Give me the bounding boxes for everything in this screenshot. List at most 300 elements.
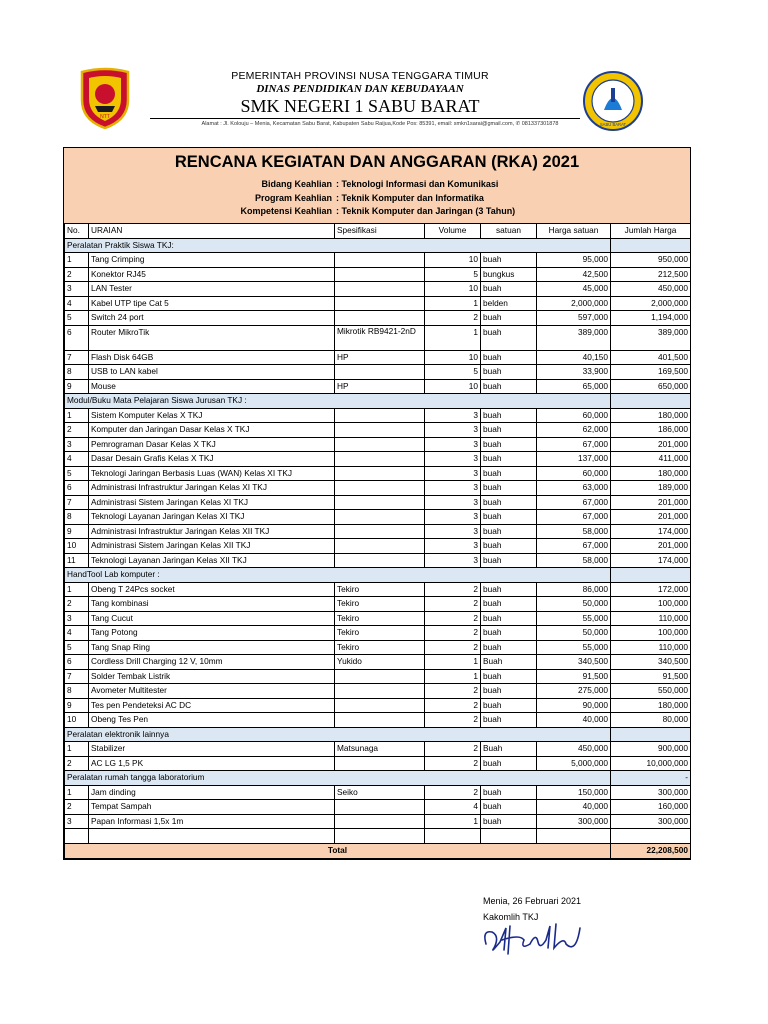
cell-satuan: buah (481, 423, 537, 438)
cell-volume: 3 (425, 524, 481, 539)
cell-harga-satuan: 40,000 (537, 800, 611, 815)
cell-no: 1 (65, 582, 89, 597)
col-header-harga-satuan: Harga satuan (537, 224, 611, 238)
col-header-volume: Volume (425, 224, 481, 238)
table-row (65, 365, 691, 380)
cell-no: 3 (65, 814, 89, 829)
cell-harga-satuan: 60,000 (537, 466, 611, 481)
cell-satuan: buah (481, 437, 537, 452)
table-row (65, 267, 691, 282)
table-row (65, 452, 691, 467)
cell-spesifikasi: Tekiro (335, 640, 425, 655)
cell-no: 2 (65, 267, 89, 282)
cell-satuan: belden (481, 296, 537, 311)
cell-jumlah-harga: 389,000 (611, 325, 691, 350)
table-row (65, 829, 691, 844)
provincial-emblem-logo (76, 66, 134, 130)
cell-harga-satuan: 42,500 (537, 267, 611, 282)
cell-satuan: buah (481, 408, 537, 423)
handwritten-signature (480, 914, 590, 959)
section-extra (611, 568, 691, 583)
cell-volume: 2 (425, 597, 481, 612)
cell-jumlah-harga: 172,000 (611, 582, 691, 597)
section-row (65, 771, 691, 786)
cell-harga-satuan: 50,000 (537, 597, 611, 612)
total-value: 22,208,500 (611, 843, 691, 858)
cell-jumlah-harga: 300,000 (611, 814, 691, 829)
section-row (65, 727, 691, 742)
cell-uraian: Tang Potong (89, 626, 335, 641)
cell-harga-satuan: 33,900 (537, 365, 611, 380)
cell-uraian: Solder Tembak Listrik (89, 669, 335, 684)
cell-satuan: buah (481, 814, 537, 829)
cell-harga-satuan: 2,000,000 (537, 296, 611, 311)
cell-no: 1 (65, 408, 89, 423)
cell-uraian: LAN Tester (89, 282, 335, 297)
header-divider (150, 118, 580, 119)
table-row (65, 325, 691, 350)
cell-spesifikasi (335, 698, 425, 713)
cell-spesifikasi: HP (335, 350, 425, 365)
cell-harga-satuan: 150,000 (537, 785, 611, 800)
cell-satuan: buah (481, 698, 537, 713)
table-row (65, 553, 691, 568)
cell-jumlah-harga: 169,500 (611, 365, 691, 380)
cell-uraian: Stabilizer (89, 742, 335, 757)
cell-jumlah-harga: 180,000 (611, 408, 691, 423)
cell-harga-satuan: 55,000 (537, 640, 611, 655)
cell-harga-satuan: 389,000 (537, 325, 611, 350)
table-row (65, 510, 691, 525)
cell-volume: 10 (425, 282, 481, 297)
cell-satuan: bungkus (481, 267, 537, 282)
table-row (65, 379, 691, 394)
cell-jumlah-harga: 100,000 (611, 626, 691, 641)
cell-no: 4 (65, 626, 89, 641)
cell-no: 9 (65, 698, 89, 713)
section-extra (611, 727, 691, 742)
cell-no: 4 (65, 452, 89, 467)
svg-text:SABU BARAT: SABU BARAT (599, 122, 627, 127)
cell-jumlah-harga: 212,500 (611, 267, 691, 282)
cell-spesifikasi (335, 437, 425, 452)
cell-spesifikasi: Tekiro (335, 611, 425, 626)
table-row (65, 640, 691, 655)
cell-no: 1 (65, 785, 89, 800)
cell-spesifikasi (335, 553, 425, 568)
table-header-row (65, 224, 691, 238)
cell-uraian: Tang Crimping (89, 253, 335, 268)
cell-satuan: Buah (481, 742, 537, 757)
cell-jumlah-harga: 180,000 (611, 698, 691, 713)
cell-spesifikasi: Tekiro (335, 626, 425, 641)
table-row (65, 311, 691, 326)
cell-satuan: buah (481, 325, 537, 350)
cell-jumlah-harga: 160,000 (611, 800, 691, 815)
cell-volume: 2 (425, 698, 481, 713)
rka-title: RENCANA KEGIATAN DAN ANGGARAN (RKA) 2021 (174, 153, 580, 171)
cell-harga-satuan: 5,000,000 (537, 756, 611, 771)
cell-uraian: Administrasi Infrastruktur Jaringan Kelas XII TKJ (89, 524, 335, 539)
cell-volume (425, 829, 481, 844)
cell-uraian: Cordless Drill Charging 12 V, 10mm (89, 655, 335, 670)
cell-no: 5 (65, 466, 89, 481)
cell-no: 3 (65, 611, 89, 626)
cell-harga-satuan: 137,000 (537, 452, 611, 467)
cell-volume: 10 (425, 350, 481, 365)
cell-spesifikasi (335, 423, 425, 438)
cell-no: 2 (65, 756, 89, 771)
cell-jumlah-harga (611, 829, 691, 844)
cell-spesifikasi (335, 452, 425, 467)
cell-satuan: buah (481, 311, 537, 326)
cell-uraian: Router MikroTik (89, 325, 335, 350)
cell-uraian: Teknologi Layanan Jaringan Kelas XII TKJ (89, 553, 335, 568)
col-header-uraian: URAIAN (89, 224, 335, 238)
cell-spesifikasi: Matsunaga (335, 742, 425, 757)
cell-harga-satuan: 67,000 (537, 510, 611, 525)
cell-no: 11 (65, 553, 89, 568)
cell-uraian: Kabel UTP tipe Cat 5 (89, 296, 335, 311)
cell-volume: 2 (425, 640, 481, 655)
cell-uraian: USB to LAN kabel (89, 365, 335, 380)
cell-uraian: Tang Cucut (89, 611, 335, 626)
cell-harga-satuan: 50,000 (537, 626, 611, 641)
table-row (65, 684, 691, 699)
rka-sheet (63, 147, 691, 860)
cell-volume: 3 (425, 553, 481, 568)
cell-no: 9 (65, 379, 89, 394)
cell-jumlah-harga: 180,000 (611, 466, 691, 481)
cell-spesifikasi (335, 495, 425, 510)
cell-volume: 3 (425, 466, 481, 481)
cell-volume: 2 (425, 626, 481, 641)
cell-harga-satuan: 597,000 (537, 311, 611, 326)
cell-uraian (89, 829, 335, 844)
cell-volume: 2 (425, 742, 481, 757)
cell-uraian: Administrasi Sistem Jaringan Kelas XII TKJ (89, 539, 335, 554)
cell-jumlah-harga: 340,500 (611, 655, 691, 670)
table-row (65, 582, 691, 597)
table-row (65, 698, 691, 713)
cell-spesifikasi (335, 713, 425, 728)
cell-uraian: Teknologi Jaringan Berbasis Luas (WAN) Kelas XI TKJ (89, 466, 335, 481)
cell-satuan: buah (481, 713, 537, 728)
cell-satuan: buah (481, 365, 537, 380)
col-header-spesifikasi: Spesifikasi (335, 224, 425, 238)
cell-no: 2 (65, 800, 89, 815)
cell-uraian: Tang Snap Ring (89, 640, 335, 655)
cell-jumlah-harga: 201,000 (611, 539, 691, 554)
cell-no: 7 (65, 669, 89, 684)
table-row (65, 785, 691, 800)
cell-uraian: Tang kombinasi (89, 597, 335, 612)
cell-satuan: buah (481, 481, 537, 496)
cell-satuan: buah (481, 282, 537, 297)
cell-spesifikasi: Yukido (335, 655, 425, 670)
cell-uraian: Administrasi Infrastruktur Jaringan Kelas XI TKJ (89, 481, 335, 496)
cell-uraian: Teknologi Layanan Jaringan Kelas XI TKJ (89, 510, 335, 525)
cell-volume: 2 (425, 684, 481, 699)
cell-satuan: buah (481, 553, 537, 568)
cell-harga-satuan: 58,000 (537, 553, 611, 568)
budget-table (64, 224, 691, 859)
cell-jumlah-harga: 100,000 (611, 597, 691, 612)
cell-jumlah-harga: 411,000 (611, 452, 691, 467)
table-row (65, 437, 691, 452)
cell-volume: 4 (425, 800, 481, 815)
cell-uraian: Obeng Tes Pen (89, 713, 335, 728)
cell-spesifikasi: Tekiro (335, 597, 425, 612)
cell-harga-satuan (537, 829, 611, 844)
cell-harga-satuan: 67,000 (537, 495, 611, 510)
cell-satuan: buah (481, 626, 537, 641)
cell-satuan: buah (481, 785, 537, 800)
cell-jumlah-harga: 189,000 (611, 481, 691, 496)
table-row (65, 296, 691, 311)
cell-volume: 10 (425, 253, 481, 268)
cell-volume: 3 (425, 408, 481, 423)
signature-title: Kakomlih TKJ (483, 912, 539, 922)
cell-uraian: Konektor RJ45 (89, 267, 335, 282)
section-title: Peralatan rumah tangga laboratorium (65, 771, 611, 786)
table-row (65, 481, 691, 496)
col-header-satuan: satuan (481, 224, 537, 238)
col-header-jumlah-harga: Jumlah Harga (611, 224, 691, 238)
header-line1: PEMERINTAH PROVINSI NUSA TENGGARA TIMUR (231, 70, 489, 82)
table-row (65, 655, 691, 670)
signature-place-date: Menia, 26 Februari 2021 (483, 896, 582, 906)
cell-spesifikasi (335, 365, 425, 380)
section-title: Modul/Buku Mata Pelajaran Siswa Jurusan TKJ : (65, 394, 611, 409)
school-name: SMK NEGERI 1 SABU BARAT (240, 96, 480, 116)
cell-satuan: buah (481, 611, 537, 626)
cell-satuan: buah (481, 756, 537, 771)
cell-no: 5 (65, 640, 89, 655)
cell-satuan: buah (481, 582, 537, 597)
cell-volume: 3 (425, 452, 481, 467)
cell-volume: 3 (425, 423, 481, 438)
table-row (65, 350, 691, 365)
cell-uraian: Switch 24 port (89, 311, 335, 326)
cell-jumlah-harga: 450,000 (611, 282, 691, 297)
cell-volume: 3 (425, 539, 481, 554)
cell-satuan (481, 829, 537, 844)
table-row (65, 626, 691, 641)
info-row: Program Keahlian : Teknik Komputer dan Informatika (254, 192, 484, 203)
cell-no: 3 (65, 437, 89, 452)
table-row (65, 597, 691, 612)
table-row (65, 756, 691, 771)
table-row (65, 495, 691, 510)
cell-spesifikasi (335, 510, 425, 525)
cell-volume: 3 (425, 481, 481, 496)
cell-satuan: buah (481, 524, 537, 539)
table-row (65, 408, 691, 423)
cell-harga-satuan: 91,500 (537, 669, 611, 684)
cell-no: 6 (65, 481, 89, 496)
cell-uraian: Flash Disk 64GB (89, 350, 335, 365)
cell-satuan: buah (481, 350, 537, 365)
cell-uraian: Dasar Desain Grafis Kelas X TKJ (89, 452, 335, 467)
cell-no: 8 (65, 684, 89, 699)
table-row (65, 742, 691, 757)
table-row (65, 282, 691, 297)
cell-no: 7 (65, 350, 89, 365)
cell-no: 10 (65, 539, 89, 554)
cell-jumlah-harga: 80,000 (611, 713, 691, 728)
cell-no: 9 (65, 524, 89, 539)
cell-jumlah-harga: 110,000 (611, 611, 691, 626)
cell-jumlah-harga: 91,500 (611, 669, 691, 684)
info-row: Bidang Keahlian : Teknologi Informasi dan Komunikasi (261, 179, 499, 189)
cell-spesifikasi (335, 466, 425, 481)
cell-spesifikasi (335, 253, 425, 268)
cell-no: 2 (65, 597, 89, 612)
cell-jumlah-harga: 174,000 (611, 524, 691, 539)
cell-no: 5 (65, 311, 89, 326)
table-row (65, 524, 691, 539)
rka-info (64, 179, 690, 220)
cell-uraian: Mouse (89, 379, 335, 394)
cell-volume: 5 (425, 365, 481, 380)
cell-volume: 1 (425, 325, 481, 350)
cell-satuan: buah (481, 539, 537, 554)
section-extra (611, 238, 691, 253)
cell-spesifikasi (335, 756, 425, 771)
cell-volume: 1 (425, 655, 481, 670)
cell-spesifikasi (335, 814, 425, 829)
cell-harga-satuan: 275,000 (537, 684, 611, 699)
cell-uraian: Avometer Multitester (89, 684, 335, 699)
cell-uraian: Komputer dan Jaringan Dasar Kelas X TKJ (89, 423, 335, 438)
cell-jumlah-harga: 650,000 (611, 379, 691, 394)
total-row (65, 843, 691, 858)
cell-no: 2 (65, 423, 89, 438)
cell-jumlah-harga: 1,194,000 (611, 311, 691, 326)
cell-spesifikasi (335, 524, 425, 539)
cell-satuan: buah (481, 253, 537, 268)
cell-jumlah-harga: 550,000 (611, 684, 691, 699)
cell-satuan: Buah (481, 655, 537, 670)
cell-harga-satuan: 58,000 (537, 524, 611, 539)
header-line2: DINAS PENDIDIKAN DAN KEBUDAYAAN (256, 83, 464, 95)
cell-volume: 3 (425, 495, 481, 510)
section-row (65, 394, 691, 409)
cell-jumlah-harga: 2,000,000 (611, 296, 691, 311)
cell-volume: 2 (425, 582, 481, 597)
cell-satuan: buah (481, 640, 537, 655)
cell-volume: 2 (425, 756, 481, 771)
section-title: Peralatan elektronik lainnya (65, 727, 611, 742)
section-extra: - (611, 771, 691, 786)
cell-satuan: buah (481, 452, 537, 467)
table-row (65, 253, 691, 268)
section-row (65, 238, 691, 253)
cell-volume: 2 (425, 611, 481, 626)
cell-no: 6 (65, 655, 89, 670)
cell-volume: 1 (425, 814, 481, 829)
cell-spesifikasi (335, 311, 425, 326)
cell-harga-satuan: 67,000 (537, 437, 611, 452)
cell-jumlah-harga: 900,000 (611, 742, 691, 757)
cell-no: 7 (65, 495, 89, 510)
cell-harga-satuan: 340,500 (537, 655, 611, 670)
cell-harga-satuan: 67,000 (537, 539, 611, 554)
school-address: Alamat : Jl. Kolouju – Menia, Kecamatan Sabu Barat, Kabupaten Sabu Raijua,Kode Pos: 85391, email: smkn1sarai@gmail.com, ✆ 081337301878 (201, 121, 559, 127)
table-row (65, 539, 691, 554)
cell-uraian: AC LG 1,5 PK (89, 756, 335, 771)
cell-jumlah-harga: 950,000 (611, 253, 691, 268)
cell-spesifikasi (335, 539, 425, 554)
info-row: Kompetensi Keahlian : Teknik Komputer dan Jaringan (3 Tahun) (240, 206, 516, 216)
cell-satuan: buah (481, 379, 537, 394)
cell-harga-satuan: 63,000 (537, 481, 611, 496)
cell-spesifikasi (335, 296, 425, 311)
cell-satuan: buah (481, 466, 537, 481)
cell-spesifikasi: Tekiro (335, 582, 425, 597)
table-row (65, 814, 691, 829)
cell-jumlah-harga: 174,000 (611, 553, 691, 568)
cell-no: 4 (65, 296, 89, 311)
cell-uraian: Jam dinding (89, 785, 335, 800)
table-row (65, 713, 691, 728)
cell-jumlah-harga: 300,000 (611, 785, 691, 800)
cell-volume: 2 (425, 785, 481, 800)
cell-uraian: Tempat Sampah (89, 800, 335, 815)
table-row (65, 466, 691, 481)
cell-spesifikasi (335, 267, 425, 282)
cell-uraian: Administrasi Sistem Jaringan Kelas XI TKJ (89, 495, 335, 510)
cell-jumlah-harga: 186,000 (611, 423, 691, 438)
rka-header-block (64, 148, 690, 224)
cell-jumlah-harga: 10,000,000 (611, 756, 691, 771)
cell-jumlah-harga: 201,000 (611, 510, 691, 525)
cell-volume: 1 (425, 296, 481, 311)
cell-jumlah-harga: 201,000 (611, 437, 691, 452)
cell-uraian: Pemrograman Dasar Kelas X TKJ (89, 437, 335, 452)
table-row (65, 800, 691, 815)
cell-satuan: buah (481, 597, 537, 612)
cell-satuan: buah (481, 495, 537, 510)
cell-no (65, 829, 89, 844)
cell-jumlah-harga: 110,000 (611, 640, 691, 655)
cell-uraian: Papan Informasi 1,5x 1m (89, 814, 335, 829)
school-seal-logo (582, 70, 644, 132)
cell-satuan: buah (481, 510, 537, 525)
cell-uraian: Sistem Komputer Kelas X TKJ (89, 408, 335, 423)
cell-harga-satuan: 40,000 (537, 713, 611, 728)
cell-harga-satuan: 450,000 (537, 742, 611, 757)
cell-jumlah-harga: 401,500 (611, 350, 691, 365)
cell-no: 1 (65, 253, 89, 268)
cell-spesifikasi: Mikrotik RB9421-2nD (335, 325, 425, 350)
table-row (65, 423, 691, 438)
cell-spesifikasi (335, 669, 425, 684)
table-row (65, 611, 691, 626)
total-label: Total (65, 843, 611, 858)
cell-no: 8 (65, 365, 89, 380)
svg-text:NTT: NTT (100, 114, 110, 120)
cell-spesifikasi (335, 800, 425, 815)
cell-harga-satuan: 300,000 (537, 814, 611, 829)
table-row (65, 669, 691, 684)
cell-satuan: buah (481, 669, 537, 684)
cell-harga-satuan: 45,000 (537, 282, 611, 297)
section-extra (611, 394, 691, 409)
cell-harga-satuan: 60,000 (537, 408, 611, 423)
cell-spesifikasi (335, 481, 425, 496)
